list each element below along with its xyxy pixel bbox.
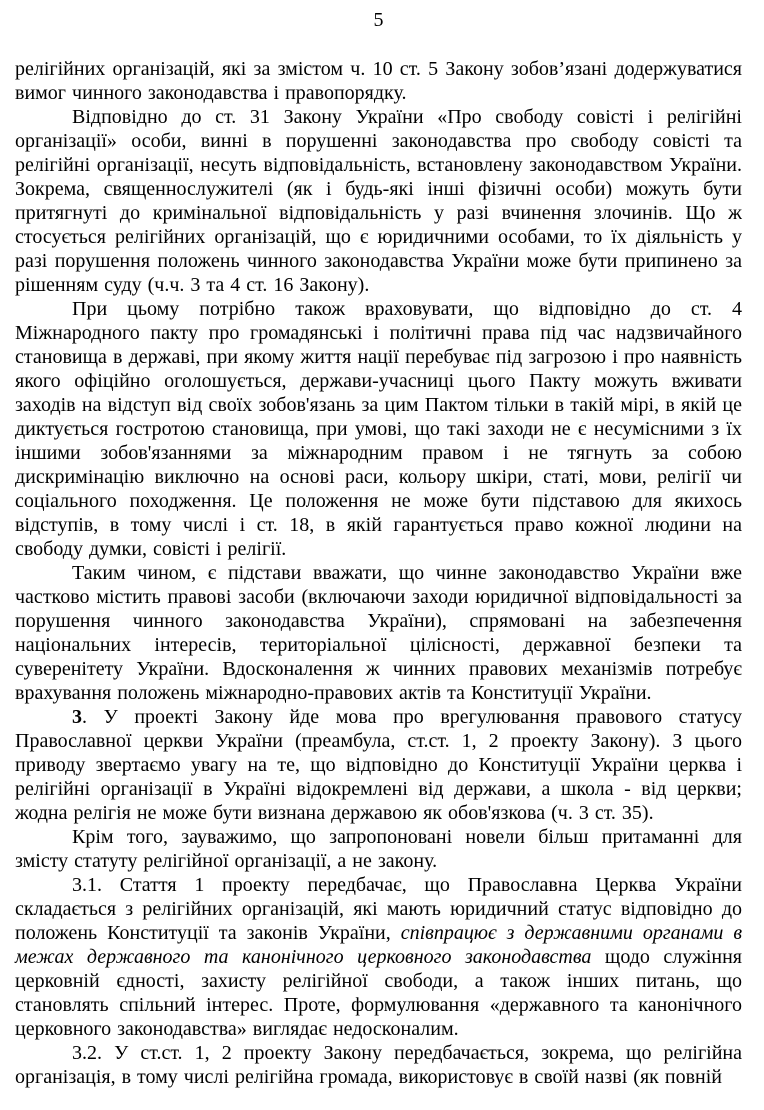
paragraph <box>15 1041 742 1089</box>
paragraph <box>15 705 742 825</box>
page-number: 5 <box>373 9 384 31</box>
text-segment-normal: Крім того, зауважимо, що запропоновані новели більш притаманні для змісту статуту релігійної організації, а не закону. <box>15 826 742 872</box>
paragraph <box>15 873 742 1041</box>
paragraph <box>15 297 742 561</box>
text-segment-normal: При цьому потрібно також враховувати, що відповідно до ст. 4 Міжнародного пакту про громадянські і політичні права під час надзвичайного становища в державі, при якому життя нації перебуває під загрозою і про наявність якого офіційно оголошується, держави-учасниці цього Пакту можуть вживати заходів на відступ від своїх зобов'язань за цим Пактом тільки в такій мірі, в якій це диктується гостротою становища, при умові, що такі заходи не є несумісними з їх іншими зобов'язаннями за міжнародним правом і не тягнуть за собою дискримінацію виключно на основі раси, кольору шкіри, статі, мови, релігії чи соціального походження. Це положення не може бути підставою для якихось відступів, в тому числі і ст. 18, в якій гарантується право кожної людини на свободу думки, совісті і релігії. <box>15 298 742 560</box>
text-segment-normal: щодо служіння церковній єдності, захисту релігійної свободи, а також інших питань, що становлять спільний інтерес. Проте, формулювання «державного та канонічного церковного законодавства» виглядає недосконалим. <box>15 946 743 1040</box>
text-segment-normal: . У проекті Закону йде мова про врегулювання правового статусу Православної церкви України (преамбула, ст.ст. 1, 2 проекту Закону). З цього приводу звертаємо увагу на те, що відповідно до Конституції України церква і релігійні організації в Україні відокремлені від держави, а школа - від церкви; жодна релігія не може бути визнана державою як обов'язкова (ч. 3 ст. 35). <box>15 706 742 824</box>
paragraph <box>15 105 742 297</box>
paragraph <box>15 561 742 705</box>
text-segment-normal: Таким чином, є підстави вважати, що чинне законодавство України вже частково містить правові засоби (включаючи заходи юридичної відповідальності за порушення чинного законодавства України), спрямовані на забезпечення національних інтересів, територіальної цілісності, державної безпеки та суверенітету України. Вдосконалення ж чинних правових механізмів потребує врахування положень міжнародно-правових актів та Конституції України. <box>15 562 742 704</box>
text-segment-normal: релігійних організацій, які за змістом ч. 10 ст. 5 Закону зобов’язані додержуватися вимог чинного законодавства і правопорядку. <box>15 58 742 104</box>
text-segment-normal: 3.2. У ст.ст. 1, 2 проекту Закону передбачається, зокрема, що релігійна організація, в тому числі релігійна громада, використовує в своїй назві (як повній <box>15 1042 742 1088</box>
paragraph <box>15 57 742 105</box>
text-segment-bold: 3 <box>72 706 82 728</box>
text-segment-italic: співпрацює з державними органами в межах державного та канонічного церковного законодавства <box>15 922 743 968</box>
text-segment-normal: Відповідно до ст. 31 Закону України «Про свободу совісті і релігійні організації» особи, винні в порушенні законодавства про свободу совісті та релігійні організації, несуть відповідальність, встановлену законодавством України. Зокрема, священнослужителі (як і будь-які інші фізичні особи) можуть бути притягнуті до кримінальної відповідальність у разі вчинення злочинів. Що ж стосується релігійних організацій, що є юридичними особами, то їх діяльність у разі порушення положень чинного законодавства України може бути припинено за рішенням суду (ч.ч. 3 та 4 ст. 16 Закону). <box>15 106 742 296</box>
paragraph <box>15 825 742 873</box>
text-segment-normal: 3.1. Стаття 1 проекту передбачає, що Православна Церква України складається з релігійних організацій, які мають юридичний статус відповідно до положень Конституції та законів України, <box>15 874 742 944</box>
document-body <box>15 57 742 1089</box>
